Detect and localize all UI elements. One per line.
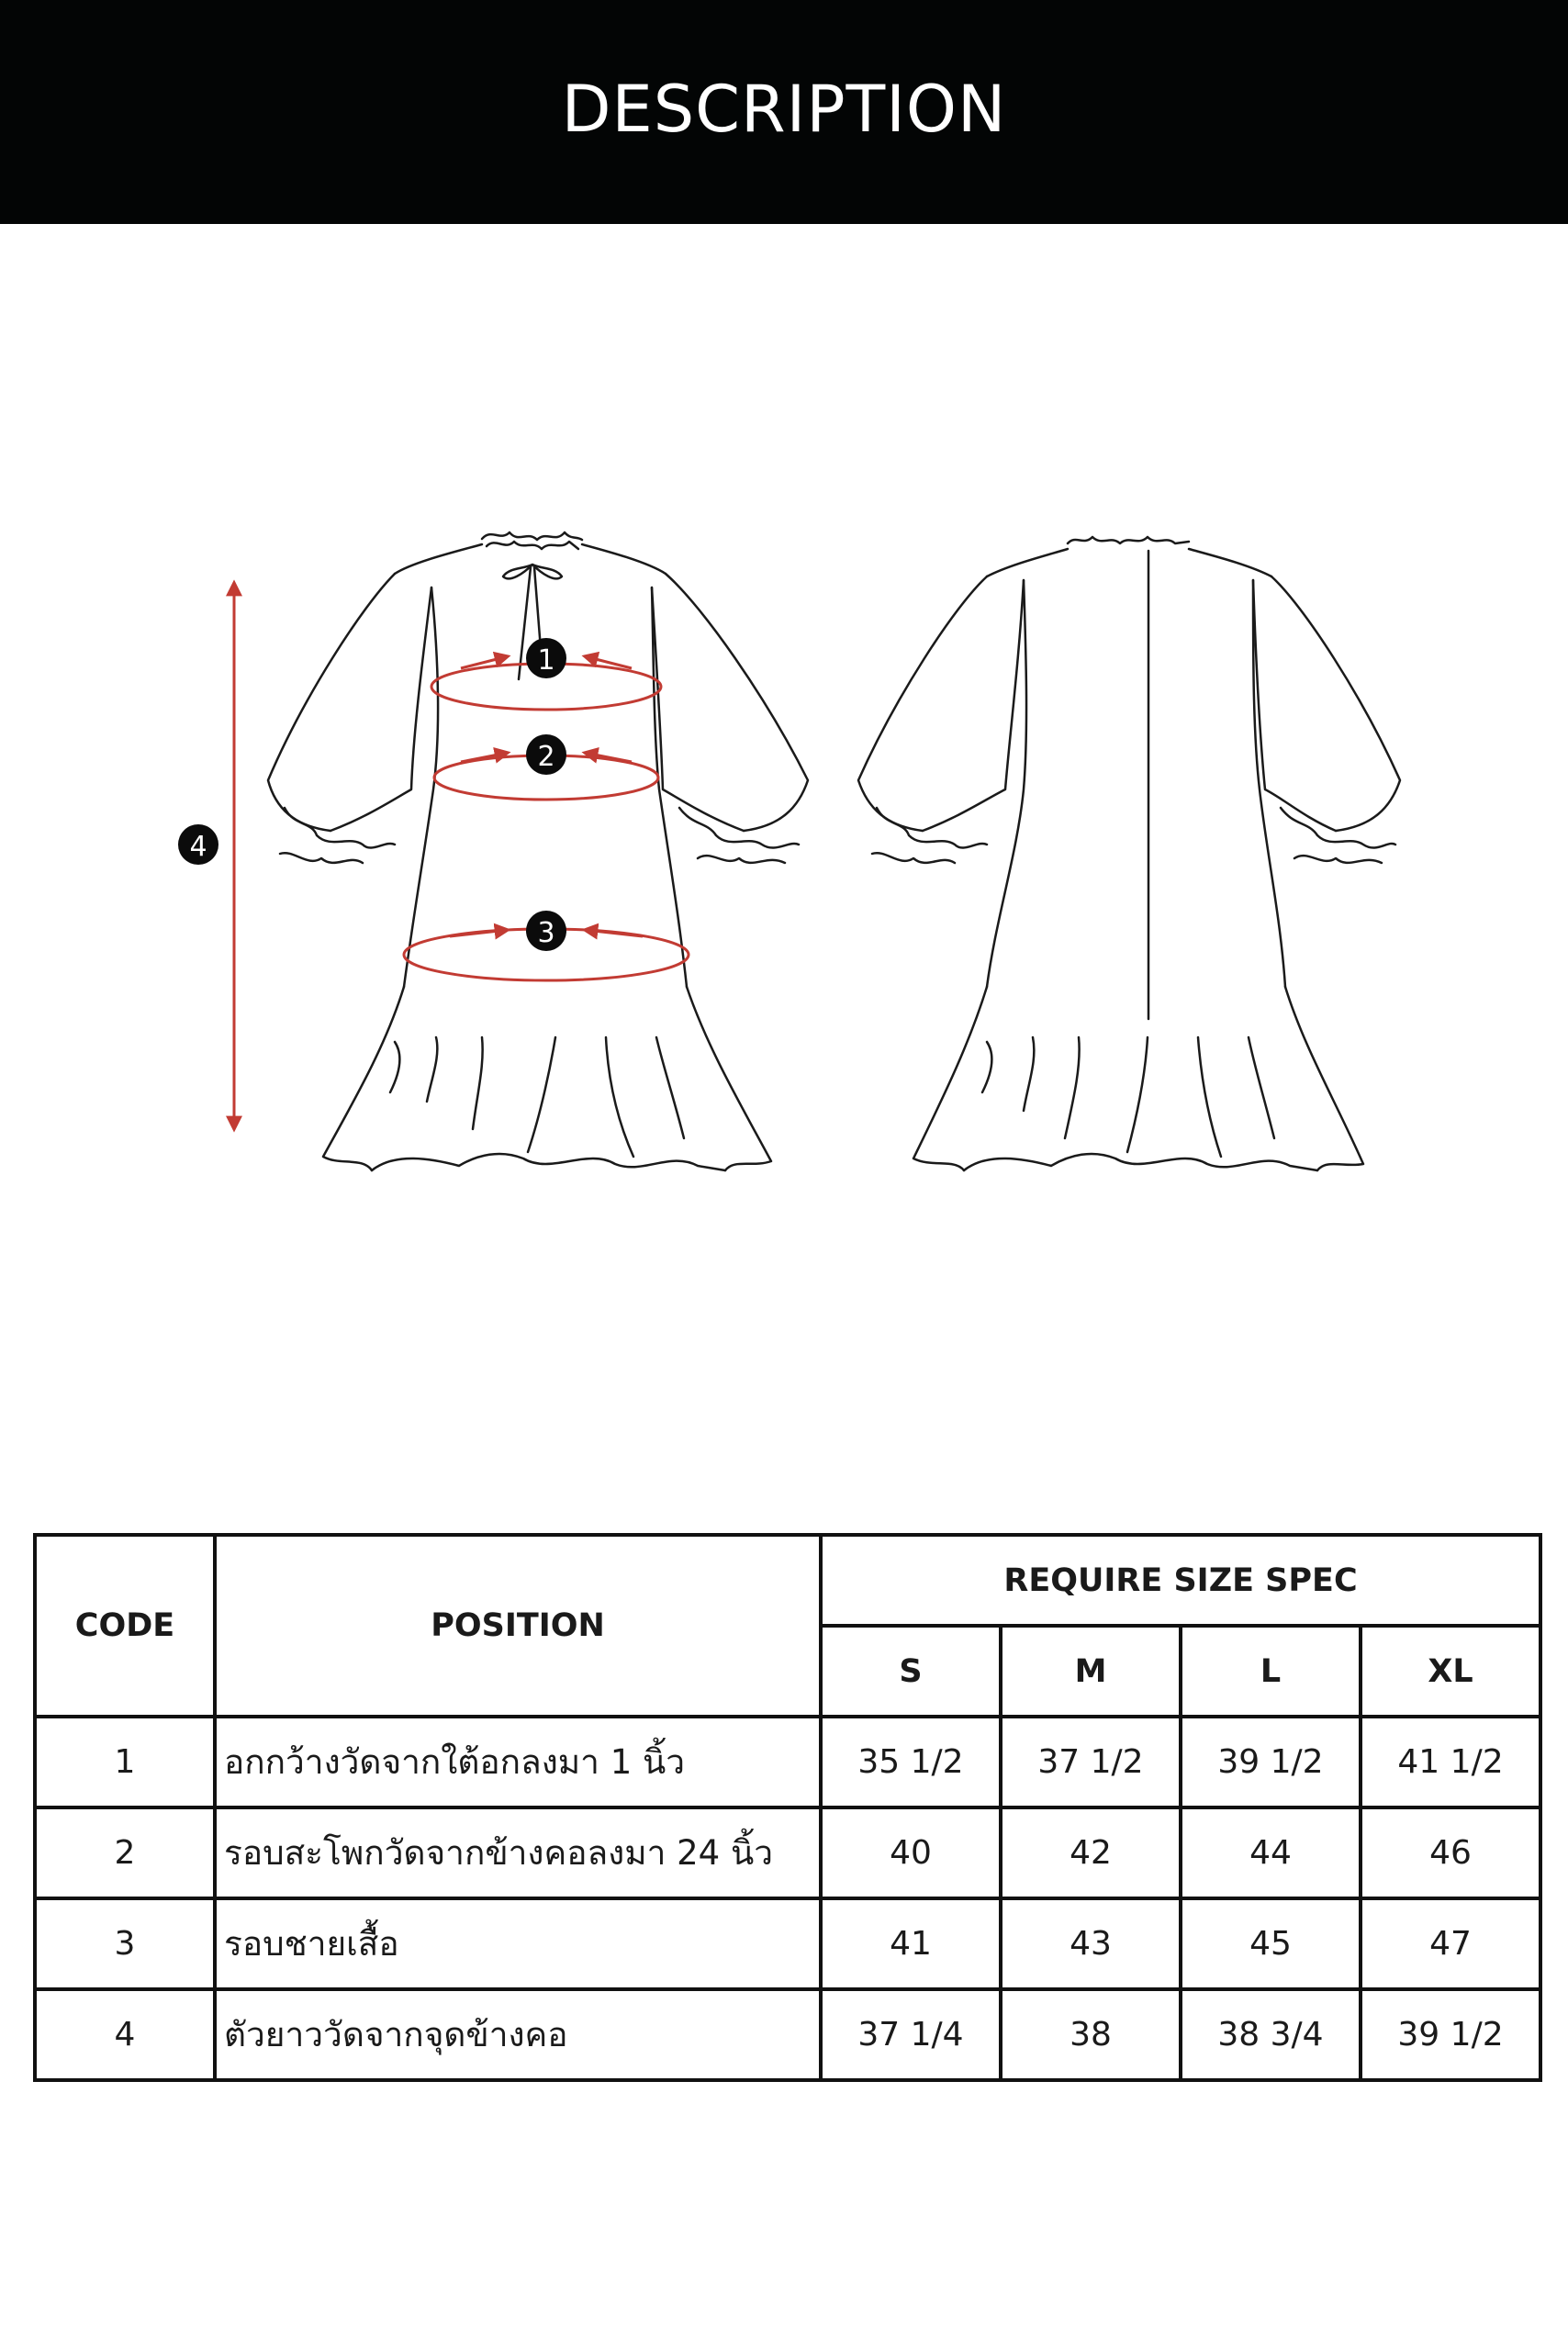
marker-3 [526, 911, 566, 951]
dress-back-drawing [858, 537, 1400, 1170]
size-header-l: L [1181, 1626, 1361, 1717]
row-value-s: 35 1/2 [821, 1717, 1001, 1807]
table-row [35, 1989, 1540, 2080]
measurement-guides [234, 583, 689, 1129]
row-position: รอบสะโพกวัดจากข้างคอลงมา 24 นิ้ว [215, 1807, 821, 1898]
position-header: POSITION [215, 1535, 821, 1717]
size-spec-table [33, 1533, 1542, 2082]
table-row [35, 1898, 1540, 1989]
row-value-s: 41 [821, 1898, 1001, 1989]
svg-text:2: 2 [537, 741, 555, 773]
svg-text:3: 3 [537, 917, 555, 949]
dress-measurement-diagram [0, 496, 1568, 1212]
row-value-xl: 41 1/2 [1361, 1717, 1540, 1807]
row-code: 1 [35, 1717, 215, 1807]
svg-text:4: 4 [189, 831, 207, 863]
table-row [35, 1717, 1540, 1807]
spec-header: REQUIRE SIZE SPEC [821, 1535, 1540, 1626]
row-position: ตัวยาววัดจากจุดข้างคอ [215, 1989, 821, 2080]
row-value-s: 40 [821, 1807, 1001, 1898]
size-header-s: S [821, 1626, 1001, 1717]
row-value-m: 43 [1001, 1898, 1181, 1989]
row-code: 4 [35, 1989, 215, 2080]
marker-4 [178, 824, 218, 865]
row-value-s: 37 1/4 [821, 1989, 1001, 2080]
row-value-m: 37 1/2 [1001, 1717, 1181, 1807]
row-value-xl: 46 [1361, 1807, 1540, 1898]
row-position: รอบชายเสื้อ [215, 1898, 821, 1989]
row-position: อกกว้างวัดจากใต้อกลงมา 1 นิ้ว [215, 1717, 821, 1807]
dress-front-drawing [268, 532, 808, 1170]
row-code: 2 [35, 1807, 215, 1898]
marker-2 [526, 734, 566, 775]
row-value-m: 42 [1001, 1807, 1181, 1898]
row-code: 3 [35, 1898, 215, 1989]
header-banner [0, 0, 1568, 224]
row-value-xl: 39 1/2 [1361, 1989, 1540, 2080]
row-value-l: 39 1/2 [1181, 1717, 1361, 1807]
table-row [35, 1807, 1540, 1898]
row-value-xl: 47 [1361, 1898, 1540, 1989]
row-value-l: 44 [1181, 1807, 1361, 1898]
marker-1 [526, 638, 566, 678]
size-header-m: M [1001, 1626, 1181, 1717]
row-value-l: 45 [1181, 1898, 1361, 1989]
page-title: DESCRIPTION [561, 72, 1007, 147]
size-header-xl: XL [1361, 1626, 1540, 1717]
row-value-l: 38 3/4 [1181, 1989, 1361, 2080]
svg-text:1: 1 [537, 644, 555, 677]
row-value-m: 38 [1001, 1989, 1181, 2080]
code-header: CODE [35, 1535, 215, 1717]
